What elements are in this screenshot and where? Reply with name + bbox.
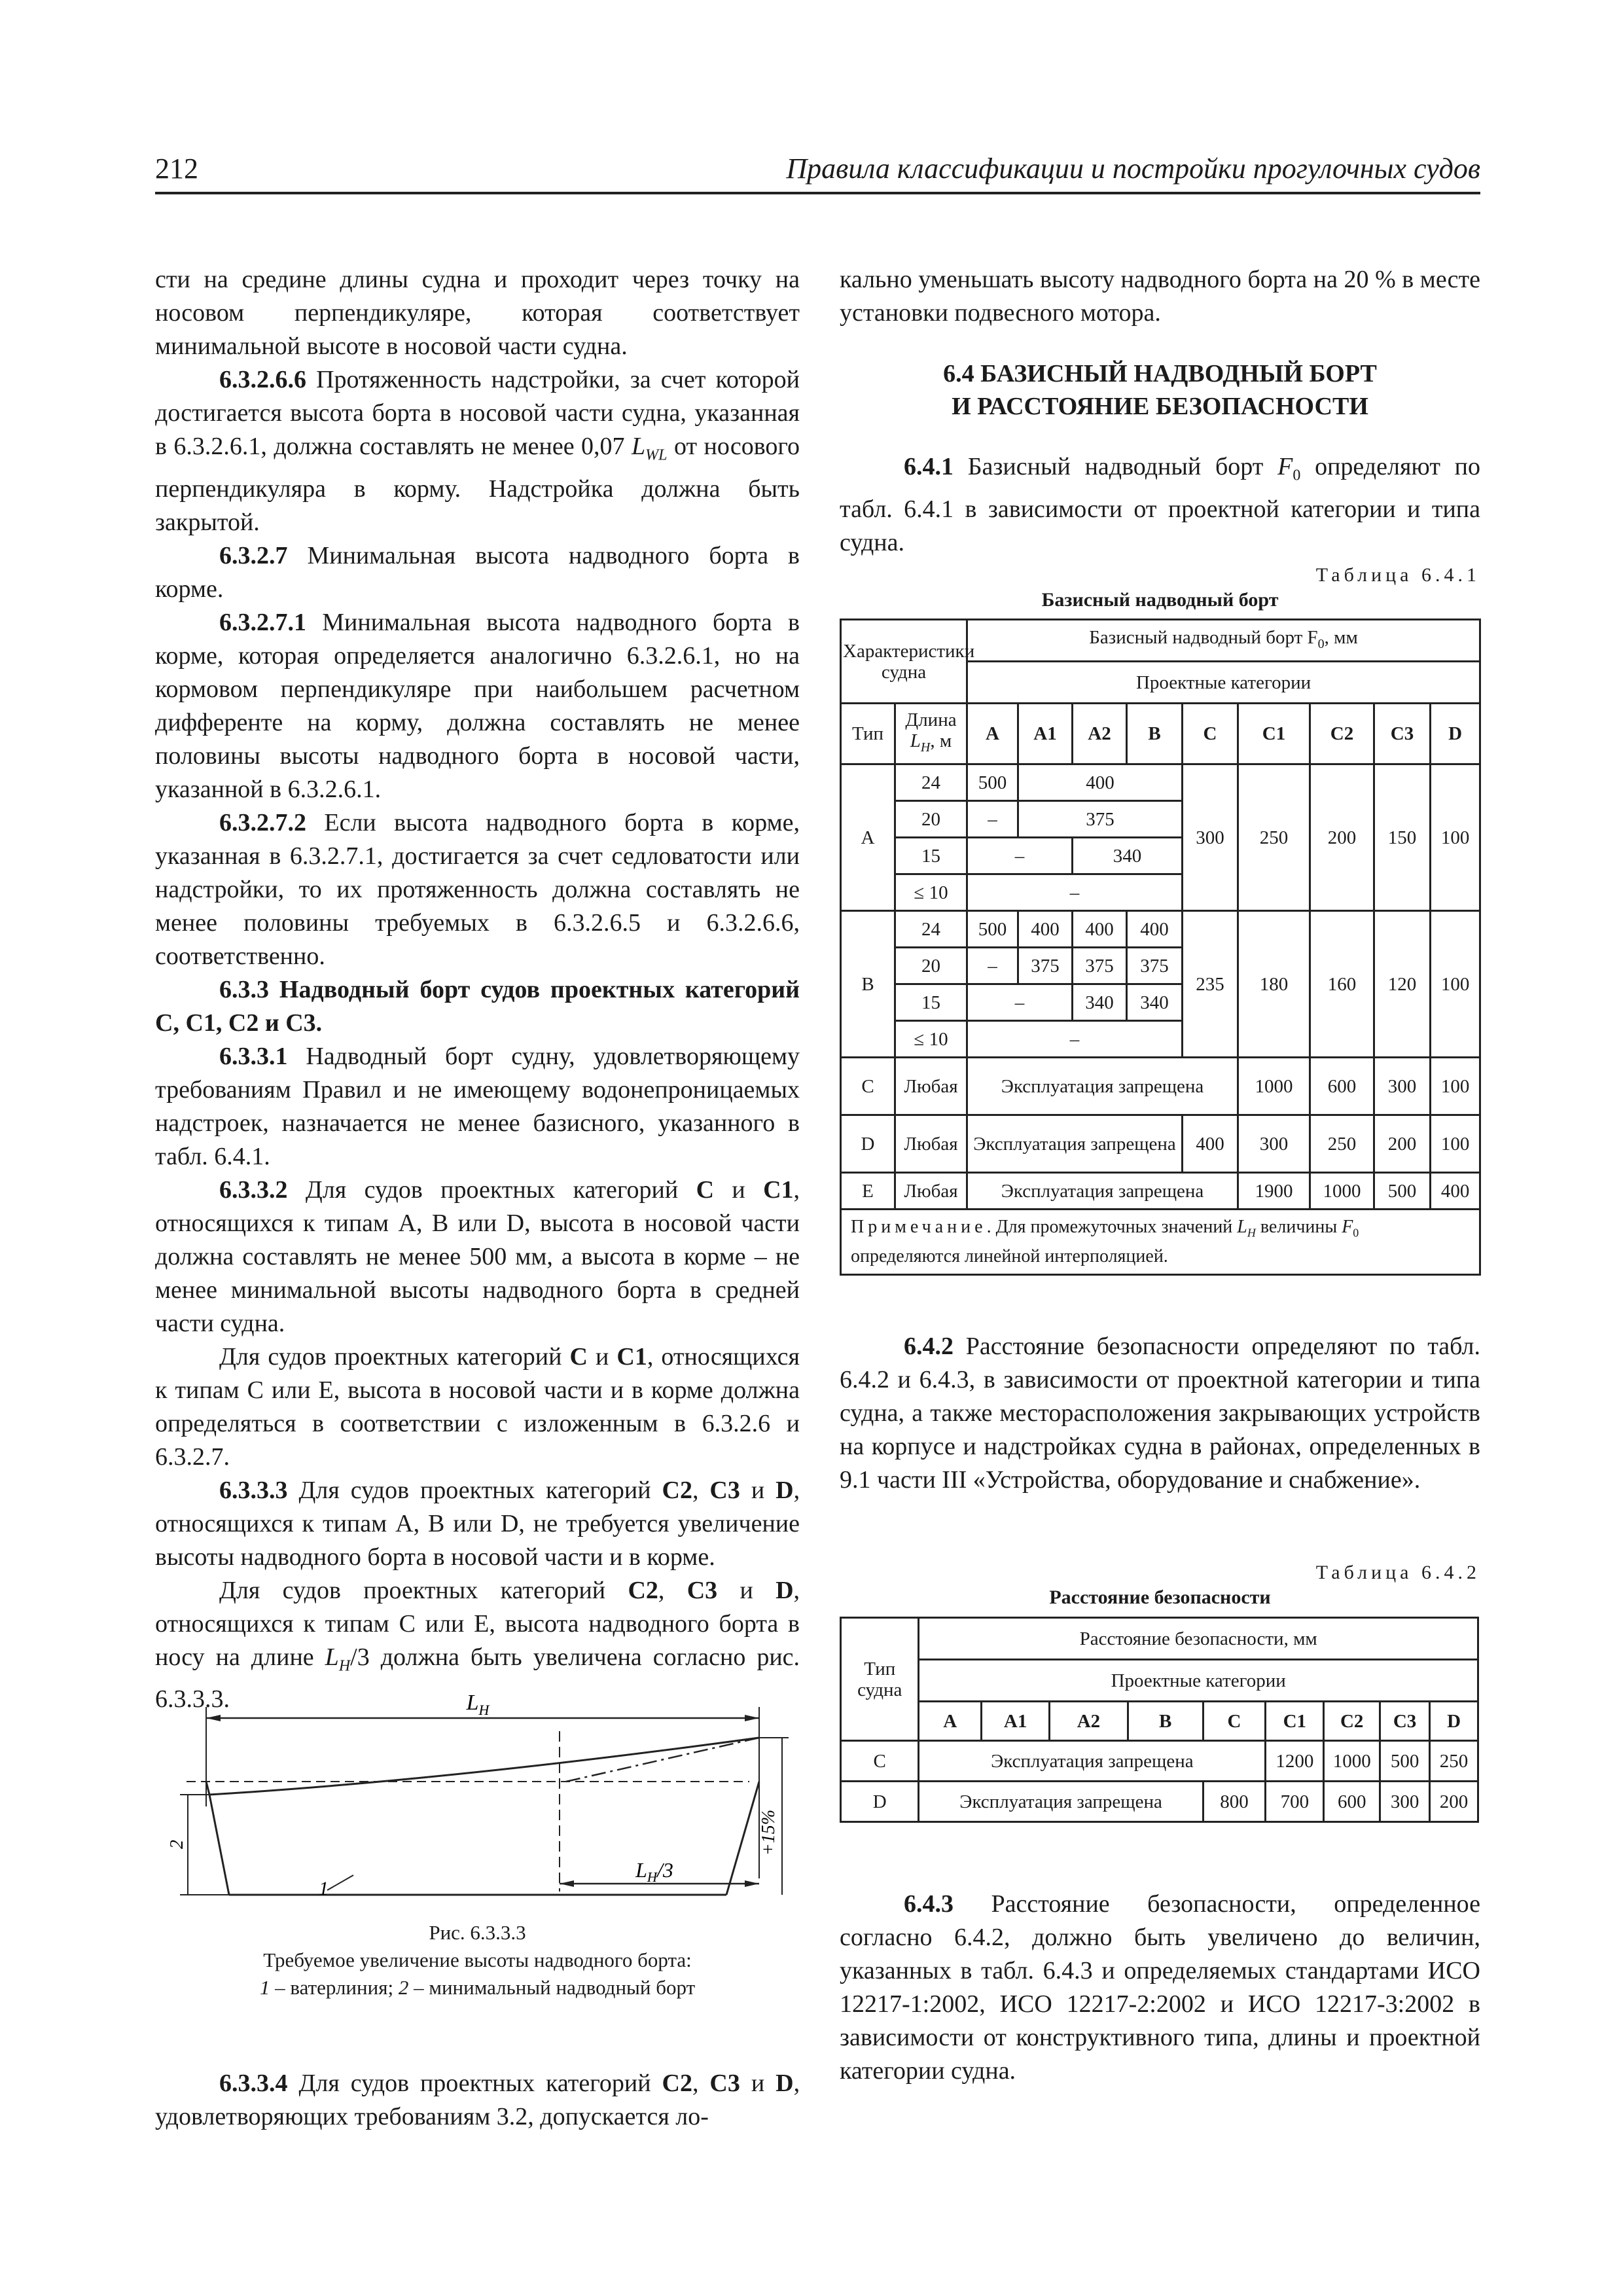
clause-number: 6.4.1 [904, 453, 954, 480]
figure-6-3-3-3 [167, 1682, 795, 1899]
text: и [732, 1175, 745, 1204]
text: Базисный надводный борт [967, 453, 1264, 480]
leader-1 [327, 1875, 353, 1890]
value-cell: 400 [1018, 764, 1183, 801]
left-p2 [155, 363, 800, 539]
left-p8 [155, 1174, 800, 1340]
table-header-row [841, 1702, 1478, 1741]
label-2: 2 [167, 1840, 187, 1849]
value-cell: 375 [1018, 801, 1183, 838]
right-p3 [840, 1330, 1480, 1497]
header-categories: Проектные категории [967, 662, 1480, 704]
cat-b: B [1128, 1702, 1203, 1741]
header-main: Расстояние безопасности, мм [919, 1618, 1478, 1660]
symbol: L [1237, 1217, 1247, 1237]
category: C1 [763, 1175, 794, 1204]
freeboard-diagram [167, 1682, 795, 1899]
note-label: Примечание [851, 1217, 987, 1237]
cat-c3: C3 [1374, 704, 1431, 764]
table-row [841, 1173, 1480, 1210]
cat-c1: C1 [1238, 704, 1310, 764]
arrow-left-icon [560, 1880, 574, 1887]
text: от носового перпендикуляра в корму. Надстройка должна быть закрытой. [155, 433, 800, 536]
value-cell: 1000 [1310, 1173, 1374, 1210]
right-column-top [840, 263, 1480, 560]
legend-text: – минимальный надводный борт [408, 1976, 696, 1999]
text: Для судов проектных категорий [305, 1175, 679, 1204]
left-p9 [155, 1340, 800, 1474]
length-cell: Любая [895, 1173, 967, 1210]
header-characteristics: Характеристики судна [841, 620, 967, 704]
hull-stern [206, 1782, 229, 1895]
symbol: F [1342, 1217, 1353, 1237]
left-p12 [155, 2067, 800, 2134]
left-p4 [155, 606, 800, 806]
length-cell: 20 [895, 948, 967, 984]
length-cell: Любая [895, 1115, 967, 1173]
value-cell: 340 [1073, 838, 1183, 874]
value-cell: 500 [967, 911, 1018, 948]
cat-a2: A2 [1050, 1702, 1128, 1741]
value-cell: 700 [1266, 1782, 1324, 1822]
sheer-line [209, 1738, 759, 1795]
length-cell: 24 [895, 911, 967, 948]
type-cell: C [841, 1741, 919, 1782]
header-main [967, 620, 1480, 662]
text: Надводный борт судну, удовлетворяющему требованиям Правил и не имеющему водонепроницаемых надстроек, назначается не менее базисного, указанного в табл. 6.4.1. [155, 1042, 800, 1170]
value-cell: 120 [1374, 911, 1431, 1058]
value-cell: 500 [967, 764, 1018, 801]
text: Для судов проектных категорий [219, 1576, 606, 1604]
type-cell: E [841, 1173, 895, 1210]
value-cell: 250 [1430, 1741, 1478, 1782]
text: , мм [1324, 626, 1358, 648]
cat-a1: A1 [981, 1702, 1049, 1741]
table-6-4-1 [840, 619, 1481, 1276]
text: Протяженность надстройки, за счет которой достигается высота борта в носовой части судна, указанная в 6.3.2.6.1, должна составлять не менее 0,07 [155, 366, 800, 460]
value-cell: 1000 [1238, 1058, 1310, 1115]
value-cell: 500 [1374, 1173, 1431, 1210]
right-column-bottom [840, 1888, 1480, 2088]
text: Для судов проектных категорий [219, 1342, 562, 1371]
length-cell: ≤ 10 [895, 874, 967, 911]
cat-c: C [1183, 704, 1238, 764]
section-title-line-1: 6.4 БАЗИСНЫЙ НАДВОДНЫЙ БОРТ [943, 360, 1377, 387]
value-cell: 235 [1183, 911, 1238, 1058]
arrow-left-icon [206, 1715, 221, 1721]
text: Расстояние безопасности, определенное согласно 6.4.2, должно быть увеличено до величин, указанных в табл. 6.4.3 и определяемых стандартами ИСО 12217-1:2002, ИСО 12217-2:2002 и ИСО 12217-3:2002 в зависимости от конструктивного типа, длины и проектной категории судна. [840, 1890, 1480, 2085]
text: /3 должна быть увеличена согласно рис. 6.3.3.3. [155, 1643, 800, 1713]
category: C2 [662, 2070, 692, 2097]
value-cell: 800 [1203, 1782, 1266, 1822]
subscript: H [1247, 1226, 1256, 1240]
clause-number: 6.3.2.6.6 [219, 366, 306, 393]
cat-c2: C2 [1310, 704, 1374, 764]
table-header-row [841, 1660, 1478, 1702]
header-rule [155, 192, 1480, 194]
text: Длина [905, 709, 957, 731]
hull-bow [726, 1782, 759, 1895]
table-note [841, 1210, 1480, 1275]
right-p2 [840, 450, 1480, 560]
type-cell: B [841, 911, 895, 1058]
category: D [776, 1476, 794, 1504]
text: Если высота надводного борта в корме, указанная в 6.3.2.7.1, достигается за счет седловатости или надстройки, то их протяженность должна составлять не менее половины требуемых в 6.3.2.6.5 и 6.3.2.6.6, соответственно. [155, 808, 800, 970]
cat-a1: A1 [1018, 704, 1073, 764]
category: C2 [662, 1476, 692, 1504]
caption-number: Рис. 6.3.3.3 [429, 1921, 526, 1944]
text: Для судов проектных категорий [298, 2070, 651, 2097]
text: Для судов проектных категорий [298, 1476, 651, 1504]
table-6-4-1-title: Базисный надводный борт [1041, 589, 1279, 611]
left-column [155, 263, 800, 1716]
value-cell: 1000 [1324, 1741, 1380, 1782]
text: определяются линейной интерполяцией. [851, 1246, 1168, 1266]
label-15-percent: +15% [758, 1809, 779, 1856]
table-header-row [841, 620, 1480, 662]
value-cell: 200 [1430, 1782, 1478, 1822]
subscript: H [338, 1657, 351, 1675]
page-number: 212 [155, 152, 198, 185]
table-row [841, 1115, 1480, 1173]
value-cell: 375 [1018, 948, 1073, 984]
header-length [895, 704, 967, 764]
text: , [658, 1576, 665, 1604]
category: D [776, 1576, 794, 1604]
forbidden-cell: Эксплуатация запрещена [919, 1741, 1266, 1782]
symbol: L [325, 1643, 339, 1671]
cat-c: C [1203, 1702, 1266, 1741]
forbidden-cell: Эксплуатация запрещена [967, 1173, 1238, 1210]
value-cell: – [967, 1021, 1183, 1058]
text: , относящихся к типам C или E, высота в носовой части и в корме должна определяться в соответствии с изложенным в 6.3.2.6 и 6.3.2.7. [155, 1342, 800, 1471]
value-cell: 600 [1310, 1058, 1374, 1115]
value-cell: 180 [1238, 911, 1310, 1058]
left-column-bottom [155, 2067, 800, 2134]
subscript: H [920, 740, 931, 755]
cat-d: D [1431, 704, 1480, 764]
caption-legend [155, 1974, 800, 2001]
type-cell: A [841, 764, 895, 911]
value-cell: – [967, 984, 1073, 1021]
clause-number: 6.3.3.3 [219, 1476, 288, 1504]
label-lh: $L_H$ [466, 1691, 490, 1718]
text: и [596, 1342, 609, 1371]
value-cell: 375 [1073, 948, 1127, 984]
subscript: 0 [1293, 467, 1301, 484]
value-cell: 160 [1310, 911, 1374, 1058]
table-6-4-1-label: Таблица 6.4.1 [1315, 564, 1480, 586]
cat-a: A [967, 704, 1018, 764]
value-cell: – [967, 801, 1018, 838]
text: величины [1260, 1217, 1338, 1237]
clause-number: 6.3.3.2 [219, 1175, 288, 1204]
table-header-row [841, 704, 1480, 764]
value-cell: 400 [1431, 1173, 1480, 1210]
text: Минимальная высота надводного борта в корме, которая определяется аналогично 6.3.2.6.1, но на кормовом перпендикуляре при наибольшем расчетном дифференте на корму, должна составлять не менее половины высоты надводного борта в носовой части, указанной в 6.3.2.6.1. [155, 608, 800, 803]
symbol: L [632, 433, 646, 460]
text: и [751, 1476, 765, 1504]
subscript: 0 [1317, 636, 1325, 651]
clause-number: 6.4.3 [904, 1890, 954, 1918]
forbidden-cell: Эксплуатация запрещена [919, 1782, 1203, 1822]
clause-number: 6.4.2 [904, 1333, 954, 1360]
category: D [776, 2070, 794, 2097]
table-header-row [841, 1618, 1478, 1660]
left-p3 [155, 539, 800, 606]
value-cell: – [967, 948, 1018, 984]
value-cell: 100 [1431, 1058, 1480, 1115]
table-row [841, 764, 1480, 801]
value-cell: 100 [1431, 911, 1480, 1058]
category: C3 [709, 1476, 740, 1504]
type-cell: D [841, 1115, 895, 1173]
table-row [841, 1058, 1480, 1115]
left-p6-heading: 6.3.3 Надводный борт судов проектных категорий C, C1, C2 и C3. [155, 975, 800, 1037]
symbol: L [910, 730, 921, 752]
right-p4 [840, 1888, 1480, 2088]
value-cell: 400 [1127, 911, 1183, 948]
value-cell: 340 [1127, 984, 1183, 1021]
category: C3 [687, 1576, 718, 1604]
clause-number: 6.3.3.1 [219, 1042, 288, 1070]
value-cell: 300 [1374, 1058, 1431, 1115]
forbidden-cell: Эксплуатация запрещена [967, 1058, 1238, 1115]
table-row [841, 1741, 1478, 1782]
value-cell: 200 [1374, 1115, 1431, 1173]
header-type: Тип [841, 704, 895, 764]
text: , [692, 2070, 699, 2097]
symbol: F [1277, 453, 1293, 480]
section-title-line-2: И РАССТОЯНИЕ БЕЗОПАСНОСТИ [952, 393, 1368, 420]
cat-c3: C3 [1380, 1702, 1430, 1741]
text: Расстояние безопасности определяют по табл. 6.4.2 и 6.4.3, в зависимости от проектной категории и типа судна, а также месторасположения закрывающих устройств на корпусе и надстройках судна в районах, определенных в 9.1 части III «Устройства, оборудование и снабжение». [840, 1333, 1481, 1494]
value-cell: 600 [1324, 1782, 1380, 1822]
subscript: 0 [1353, 1226, 1359, 1240]
table-6-4-2 [840, 1617, 1479, 1823]
text: . Для промежуточных значений [986, 1217, 1233, 1237]
right-p1: кально уменьшать высоту надводного борта на 20 % в месте установки подвесного мотора. [840, 266, 1480, 327]
value-cell: 1900 [1238, 1173, 1310, 1210]
category: C [696, 1175, 715, 1204]
value-cell: 300 [1238, 1115, 1310, 1173]
value-cell: – [967, 838, 1073, 874]
value-cell: 100 [1431, 1115, 1480, 1173]
text: , удовлетворяющих требованиям 3.2, допускается ло- [155, 2070, 800, 2130]
text: и [751, 2070, 765, 2097]
clause-number: 6.3.2.7 [219, 541, 288, 569]
header-type: Тип судна [841, 1618, 919, 1741]
cat-a: A [919, 1702, 982, 1741]
type-cell: D [841, 1782, 919, 1822]
value-cell: 400 [1018, 911, 1073, 948]
left-p7 [155, 1040, 800, 1174]
value-cell: 300 [1183, 764, 1238, 911]
arrow-right-icon [745, 1880, 759, 1887]
text: , относящихся к типам C или E, высота надводного борта в носу на длине [155, 1576, 800, 1671]
cat-b: B [1127, 704, 1183, 764]
header-categories: Проектные категории [919, 1660, 1478, 1702]
text: , относящихся к типам A, B или D, не требуется увеличение высоты надводного борта в носовой части и в корме. [155, 1476, 800, 1571]
length-cell: ≤ 10 [895, 1021, 967, 1058]
left-p1: сти на средине длины судна и проходит через точку на носовом перпендикуляре, которая соответствует минимальной высоте в носовой части судна. [155, 266, 800, 360]
value-cell: 340 [1073, 984, 1127, 1021]
value-cell: 150 [1374, 764, 1431, 911]
left-p10 [155, 1474, 800, 1574]
label-1: 1 [319, 1878, 329, 1899]
clause-number: 6.3.2.7.2 [219, 808, 306, 836]
text: Минимальная высота надводного борта в корме. [155, 541, 800, 603]
left-p5 [155, 806, 800, 973]
running-title: Правила классификации и постройки прогулочных судов [786, 152, 1480, 185]
table-6-4-2-label: Таблица 6.4.2 [1315, 1562, 1480, 1583]
arrow-right-icon [745, 1715, 759, 1721]
value-cell: 200 [1310, 764, 1374, 911]
category: C1 [616, 1342, 647, 1371]
table-6-4-2-title: Расстояние безопасности [1049, 1587, 1271, 1608]
legend-number: 2 [398, 1976, 409, 1999]
type-cell: C [841, 1058, 895, 1115]
value-cell: 400 [1073, 911, 1127, 948]
text: определяют по табл. 6.4.1 в зависимости от проектной категории и типа судна. [840, 453, 1480, 556]
category: C [569, 1342, 588, 1371]
length-cell: 15 [895, 838, 967, 874]
value-cell: 250 [1310, 1115, 1374, 1173]
category: C2 [628, 1576, 658, 1604]
value-cell: 1200 [1266, 1741, 1324, 1782]
value-cell: 100 [1431, 764, 1480, 911]
text: и [740, 1576, 753, 1604]
figure-caption [155, 1919, 800, 2001]
caption-title: Требуемое увеличение высоты надводного борта: [263, 1948, 692, 1971]
table-row [841, 911, 1480, 948]
right-column-mid [840, 1330, 1480, 1497]
value-cell: 500 [1380, 1741, 1430, 1782]
text: , м [930, 730, 952, 752]
text: , относящихся к типам A, B или D, высота в носовой части должна составлять не менее 500 мм, а высота в корме – не менее минимальной высоты надводного борта в средней части судна. [155, 1175, 800, 1337]
subscript: WL [645, 446, 668, 464]
value-cell: 375 [1127, 948, 1183, 984]
legend-number: 1 [259, 1976, 270, 1999]
clause-number: 6.3.3.4 [219, 2070, 288, 2097]
value-cell: – [967, 874, 1183, 911]
table-note-row [841, 1210, 1480, 1275]
section-title [840, 357, 1480, 423]
value-cell: 400 [1183, 1115, 1238, 1173]
table-row [841, 1782, 1478, 1822]
value-cell: 250 [1238, 764, 1310, 911]
category: C3 [709, 2070, 740, 2097]
text: Базисный надводный борт F [1089, 626, 1318, 648]
length-cell: 20 [895, 801, 967, 838]
length-cell: Любая [895, 1058, 967, 1115]
forbidden-cell: Эксплуатация запрещена [967, 1115, 1183, 1173]
legend-text: – ватерлиния; [270, 1976, 399, 1999]
value-cell: 300 [1380, 1782, 1430, 1822]
label-lh3: $L_H/3$ [635, 1858, 673, 1885]
length-cell: 24 [895, 764, 967, 801]
cat-c1: C1 [1266, 1702, 1324, 1741]
text: , [692, 1476, 699, 1504]
cat-d: D [1430, 1702, 1478, 1741]
clause-number: 6.3.2.7.1 [219, 608, 306, 636]
cat-c2: C2 [1324, 1702, 1380, 1741]
cat-a2: A2 [1073, 704, 1127, 764]
length-cell: 15 [895, 984, 967, 1021]
